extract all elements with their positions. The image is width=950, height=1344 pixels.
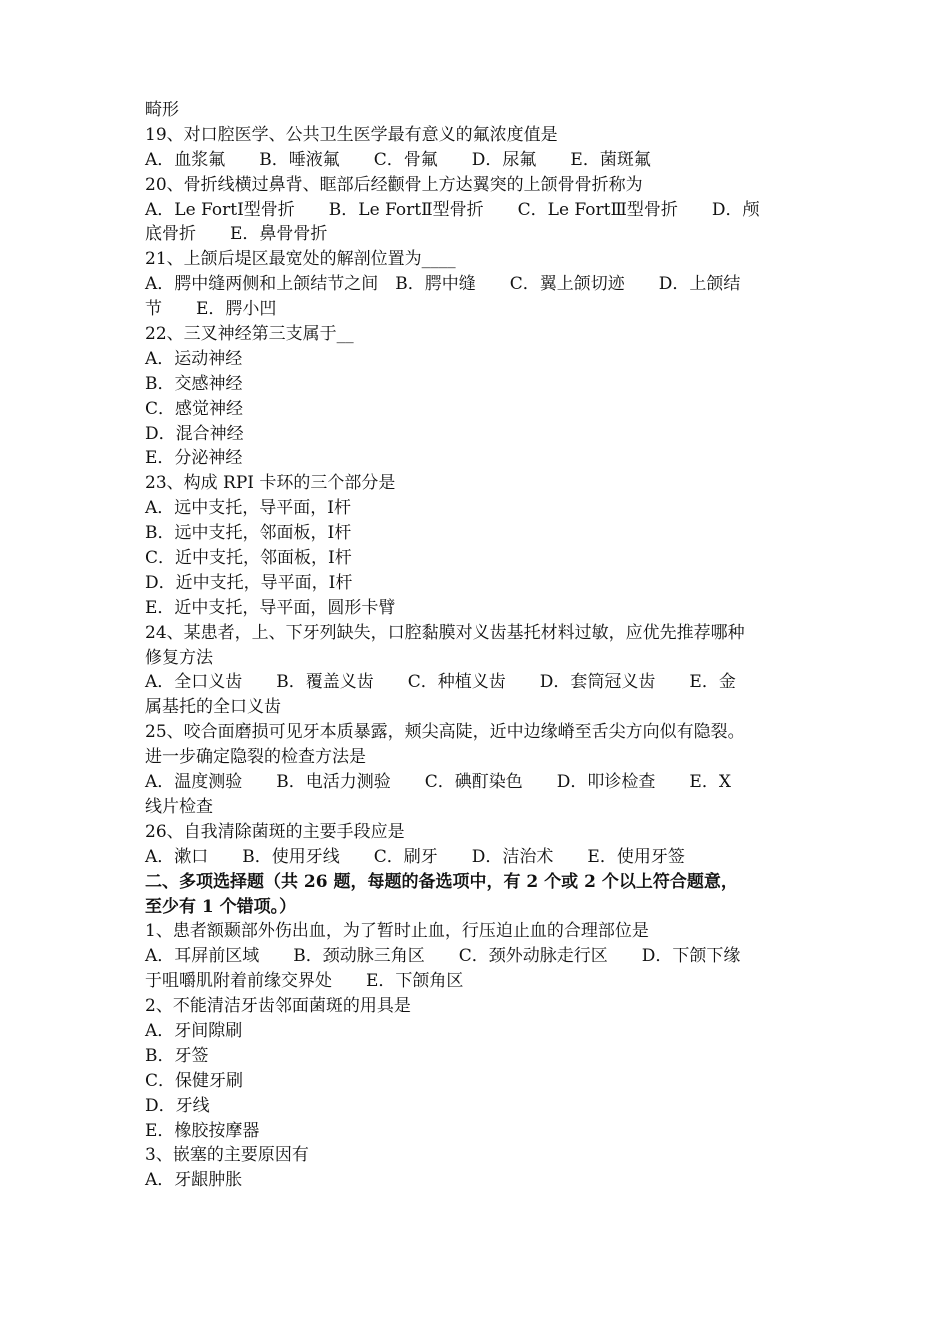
- text-line: E．橡胶按摩器: [145, 1120, 260, 1141]
- text-line: A．全口义齿 B．覆盖义齿 C．种植义齿 D．套筒冠义齿 E．金: [145, 672, 736, 693]
- text-line: B．交感神经: [145, 373, 243, 394]
- text-line: E．分泌神经: [145, 448, 243, 469]
- text-line: C．保健牙刷: [145, 1070, 244, 1091]
- text-line: 修复方法: [145, 647, 213, 668]
- text-line: 线片检查: [145, 796, 213, 817]
- text-line: 属基托的全口义齿: [145, 697, 281, 718]
- text-line: C．感觉神经: [145, 398, 244, 419]
- text-line: D．混合神经: [145, 423, 244, 444]
- text-line: 20、骨折线横过鼻背、眶部后经颧骨上方达翼突的上颌骨骨折称为: [145, 174, 643, 195]
- text-line: A．耳屏前区域 B．颈动脉三角区 C．颈外动脉走行区 D．下颌下缘: [145, 946, 741, 967]
- text-line: A．运动神经: [145, 348, 243, 369]
- text-line: B．牙签: [145, 1045, 209, 1066]
- text-line: 进一步确定隐裂的检查方法是: [145, 747, 366, 768]
- text-line: A．温度测验 B．电活力测验 C．碘酊染色 D．叩诊检查 E．X: [145, 772, 731, 793]
- text-line: 于咀嚼肌附着前缘交界处 E．下颌角区: [145, 971, 464, 992]
- text-line: 25、咬合面磨损可见牙本质暴露，颊尖高陡，近中边缘嵴至舌尖方向似有隐裂。: [145, 722, 745, 743]
- text-line: 畸形: [145, 100, 179, 120]
- text-line: 节 E．腭小凹: [145, 299, 277, 320]
- text-line: A．Le FortⅠ型骨折 B．Le FortⅡ型骨折 C．Le FortⅢ型骨折 D．颅: [145, 199, 760, 220]
- text-line: 2、不能清洁牙齿邻面菌斑的用具是: [145, 996, 411, 1017]
- text-line: 22、三叉神经第三支属于__: [145, 324, 354, 345]
- text-line: 23、构成 RPI 卡环的三个部分是: [145, 473, 396, 494]
- text-line: A．牙龈肿胀: [145, 1170, 243, 1191]
- text-line: 底骨折 E．鼻骨骨折: [145, 224, 328, 245]
- text-line: A．漱口 B．使用牙线 C．刷牙 D．洁治术 E．使用牙签: [145, 846, 685, 867]
- text-line: E．近中支托，导平面，圆形卡臂: [145, 597, 396, 618]
- text-line: C．近中支托，邻面板，Ⅰ杆: [145, 548, 352, 569]
- text-line: 24、某患者，上、下牙列缺失，口腔黏膜对义齿基托材料过敏，应优先推荐哪种: [145, 622, 745, 643]
- text-line: D．牙线: [145, 1095, 210, 1116]
- document-text: [145, 98, 813, 1193]
- text-line: A．腭中缝两侧和上颌结节之间 B．腭中缝 C．翼上颌切迹 D．上颌结: [145, 274, 741, 295]
- text-line: A．血浆氟 B．唾液氟 C．骨氟 D．尿氟 E．菌斑氟: [145, 149, 651, 170]
- text-line: 21、上颌后堤区最宽处的解剖位置为____: [145, 249, 456, 270]
- section-heading-line: 至少有 1 个错项。）: [145, 896, 297, 917]
- text-line: 1、患者额颞部外伤出血，为了暂时止血，行压迫止血的合理部位是: [145, 921, 649, 942]
- text-line: A．牙间隙刷: [145, 1020, 243, 1041]
- text-line: B．远中支托，邻面板，Ⅰ杆: [145, 523, 352, 544]
- section-heading-line: 二、多项选择题（共 26 题，每题的备选项中，有 2 个或 2 个以上符合题意，: [145, 871, 738, 892]
- text-line: 26、自我清除菌斑的主要手段应是: [145, 821, 405, 842]
- text-line: 19、对口腔医学、公共卫生医学最有意义的氟浓度值是: [145, 124, 558, 145]
- text-line: A．远中支托，导平面，Ⅰ杆: [145, 498, 351, 519]
- text-line: D．近中支托，导平面，Ⅰ杆: [145, 572, 353, 593]
- text-line: 3、嵌塞的主要原因有: [145, 1145, 309, 1166]
